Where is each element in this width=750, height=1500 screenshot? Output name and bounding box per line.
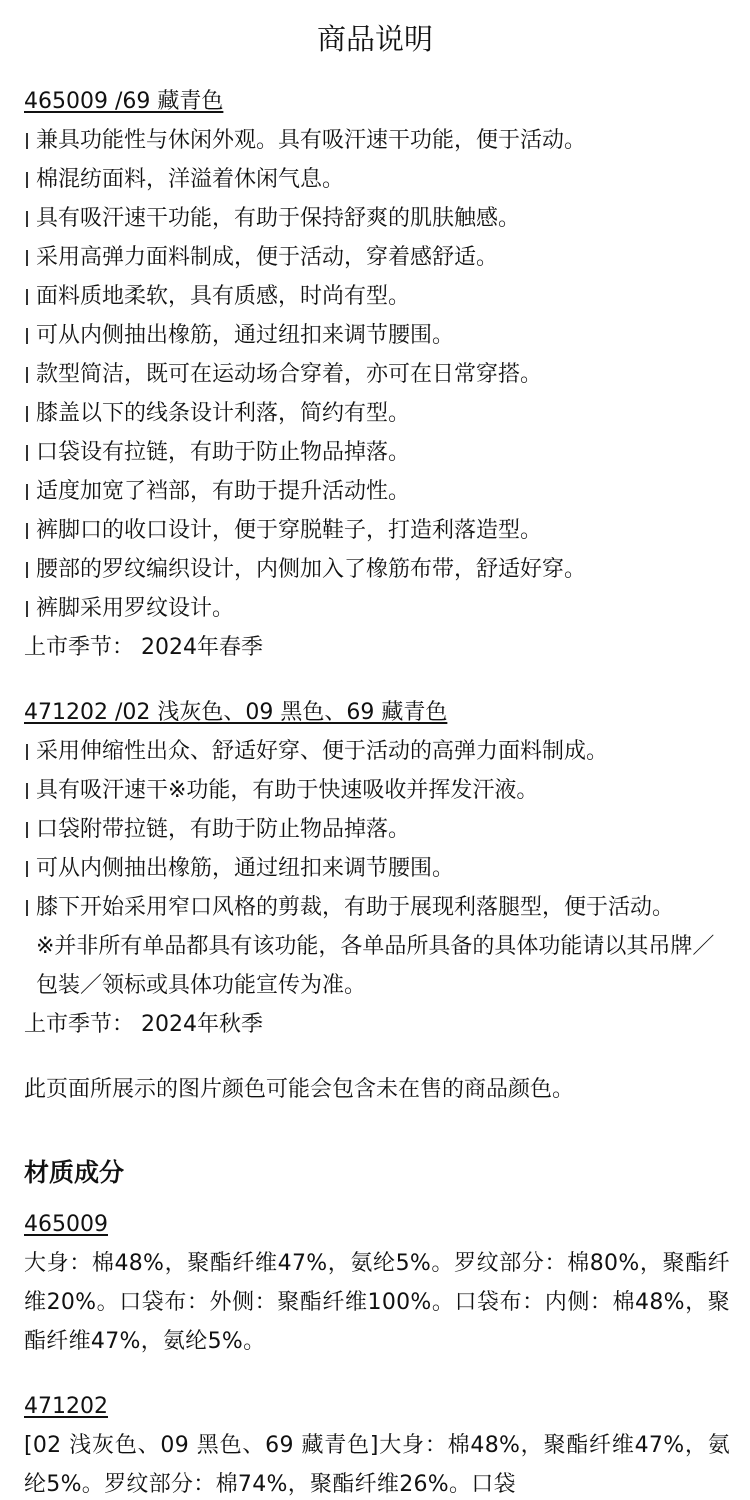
feature-item: 可从内侧抽出橡筋，通过纽扣来调节腰围。 xyxy=(24,316,730,355)
feature-item: 棉混纺面料，洋溢着休闲气息。 xyxy=(24,160,730,199)
feature-item: 口袋设有拉链，有助于防止物品掉落。 xyxy=(24,433,730,472)
material-product-code: 465009 xyxy=(24,1212,108,1237)
product-title: 465009 /69 藏青色 xyxy=(24,89,224,114)
product-title: 471202 /02 浅灰色、09 黑色、69 藏青色 xyxy=(24,700,448,725)
feature-item: 裤脚口的收口设计，便于穿脱鞋子，打造利落造型。 xyxy=(24,511,730,550)
page-title: 商品说明 xyxy=(316,22,433,56)
feature-item: 膝盖以下的线条设计利落，简约有型。 xyxy=(24,394,730,433)
content xyxy=(24,82,730,1500)
feature-item: 款型简洁，既可在运动场合穿着，亦可在日常穿搭。 xyxy=(24,355,730,394)
materials-heading: 材质成分 xyxy=(24,1158,125,1187)
feature-item: 适度加宽了裆部，有助于提升活动性。 xyxy=(24,472,730,511)
feature-item: 采用伸缩性出众、舒适好穿、便于活动的高弹力面料制成。 xyxy=(24,732,730,771)
feature-item: 裤脚采用罗纹设计。 xyxy=(24,589,730,628)
feature-item: 可从内侧抽出橡筋，通过纽扣来调节腰围。 xyxy=(24,849,730,888)
feature-item: 面料质地柔软，具有质感，时尚有型。 xyxy=(24,277,730,316)
feature-item: 口袋附带拉链，有助于防止物品掉落。 xyxy=(24,810,730,849)
feature-item: 膝下开始采用窄口风格的剪裁，有助于展现利落腿型，便于活动。 xyxy=(24,888,730,927)
color-disclaimer: 此页面所展示的图片颜色可能会包含未在售的商品颜色。 xyxy=(24,1077,575,1102)
release-season: 上市季节： 2024年春季 xyxy=(24,635,263,660)
material-product-code: 471202 xyxy=(24,1394,108,1419)
function-note: ※并非所有单品都具有该功能，各单品所具备的具体功能请以其吊牌／包装／领标或具体功能宣传为准。 xyxy=(36,934,715,998)
feature-item: 兼具功能性与休闲外观。具有吸汗速干功能，便于活动。 xyxy=(24,121,730,160)
release-season: 上市季节： 2024年秋季 xyxy=(24,1012,263,1037)
feature-item: 采用高弹力面料制成，便于活动，穿着感舒适。 xyxy=(24,238,730,277)
material-composition: 大身：棉48%，聚酯纤维47%，氨纶5%。罗纹部分：棉80%，聚酯纤维20%。口袋布：外侧：聚酯纤维100%。口袋布：内侧：棉48%，聚酯纤维47%，氨纶5%。 xyxy=(24,1251,730,1354)
feature-item: 具有吸汗速干功能，有助于保持舒爽的肌肤触感。 xyxy=(24,199,730,238)
feature-item: 具有吸汗速干※功能，有助于快速吸收并挥发汗液。 xyxy=(24,771,730,810)
material-composition: [02 浅灰色、09 黑色、69 藏青色]大身：棉48%，聚酯纤维47%，氨纶5%。罗纹部分：棉74%，聚酯纤维26%。口袋 xyxy=(24,1433,730,1497)
feature-item: 腰部的罗纹编织设计，内侧加入了橡筋布带，舒适好穿。 xyxy=(24,550,730,589)
